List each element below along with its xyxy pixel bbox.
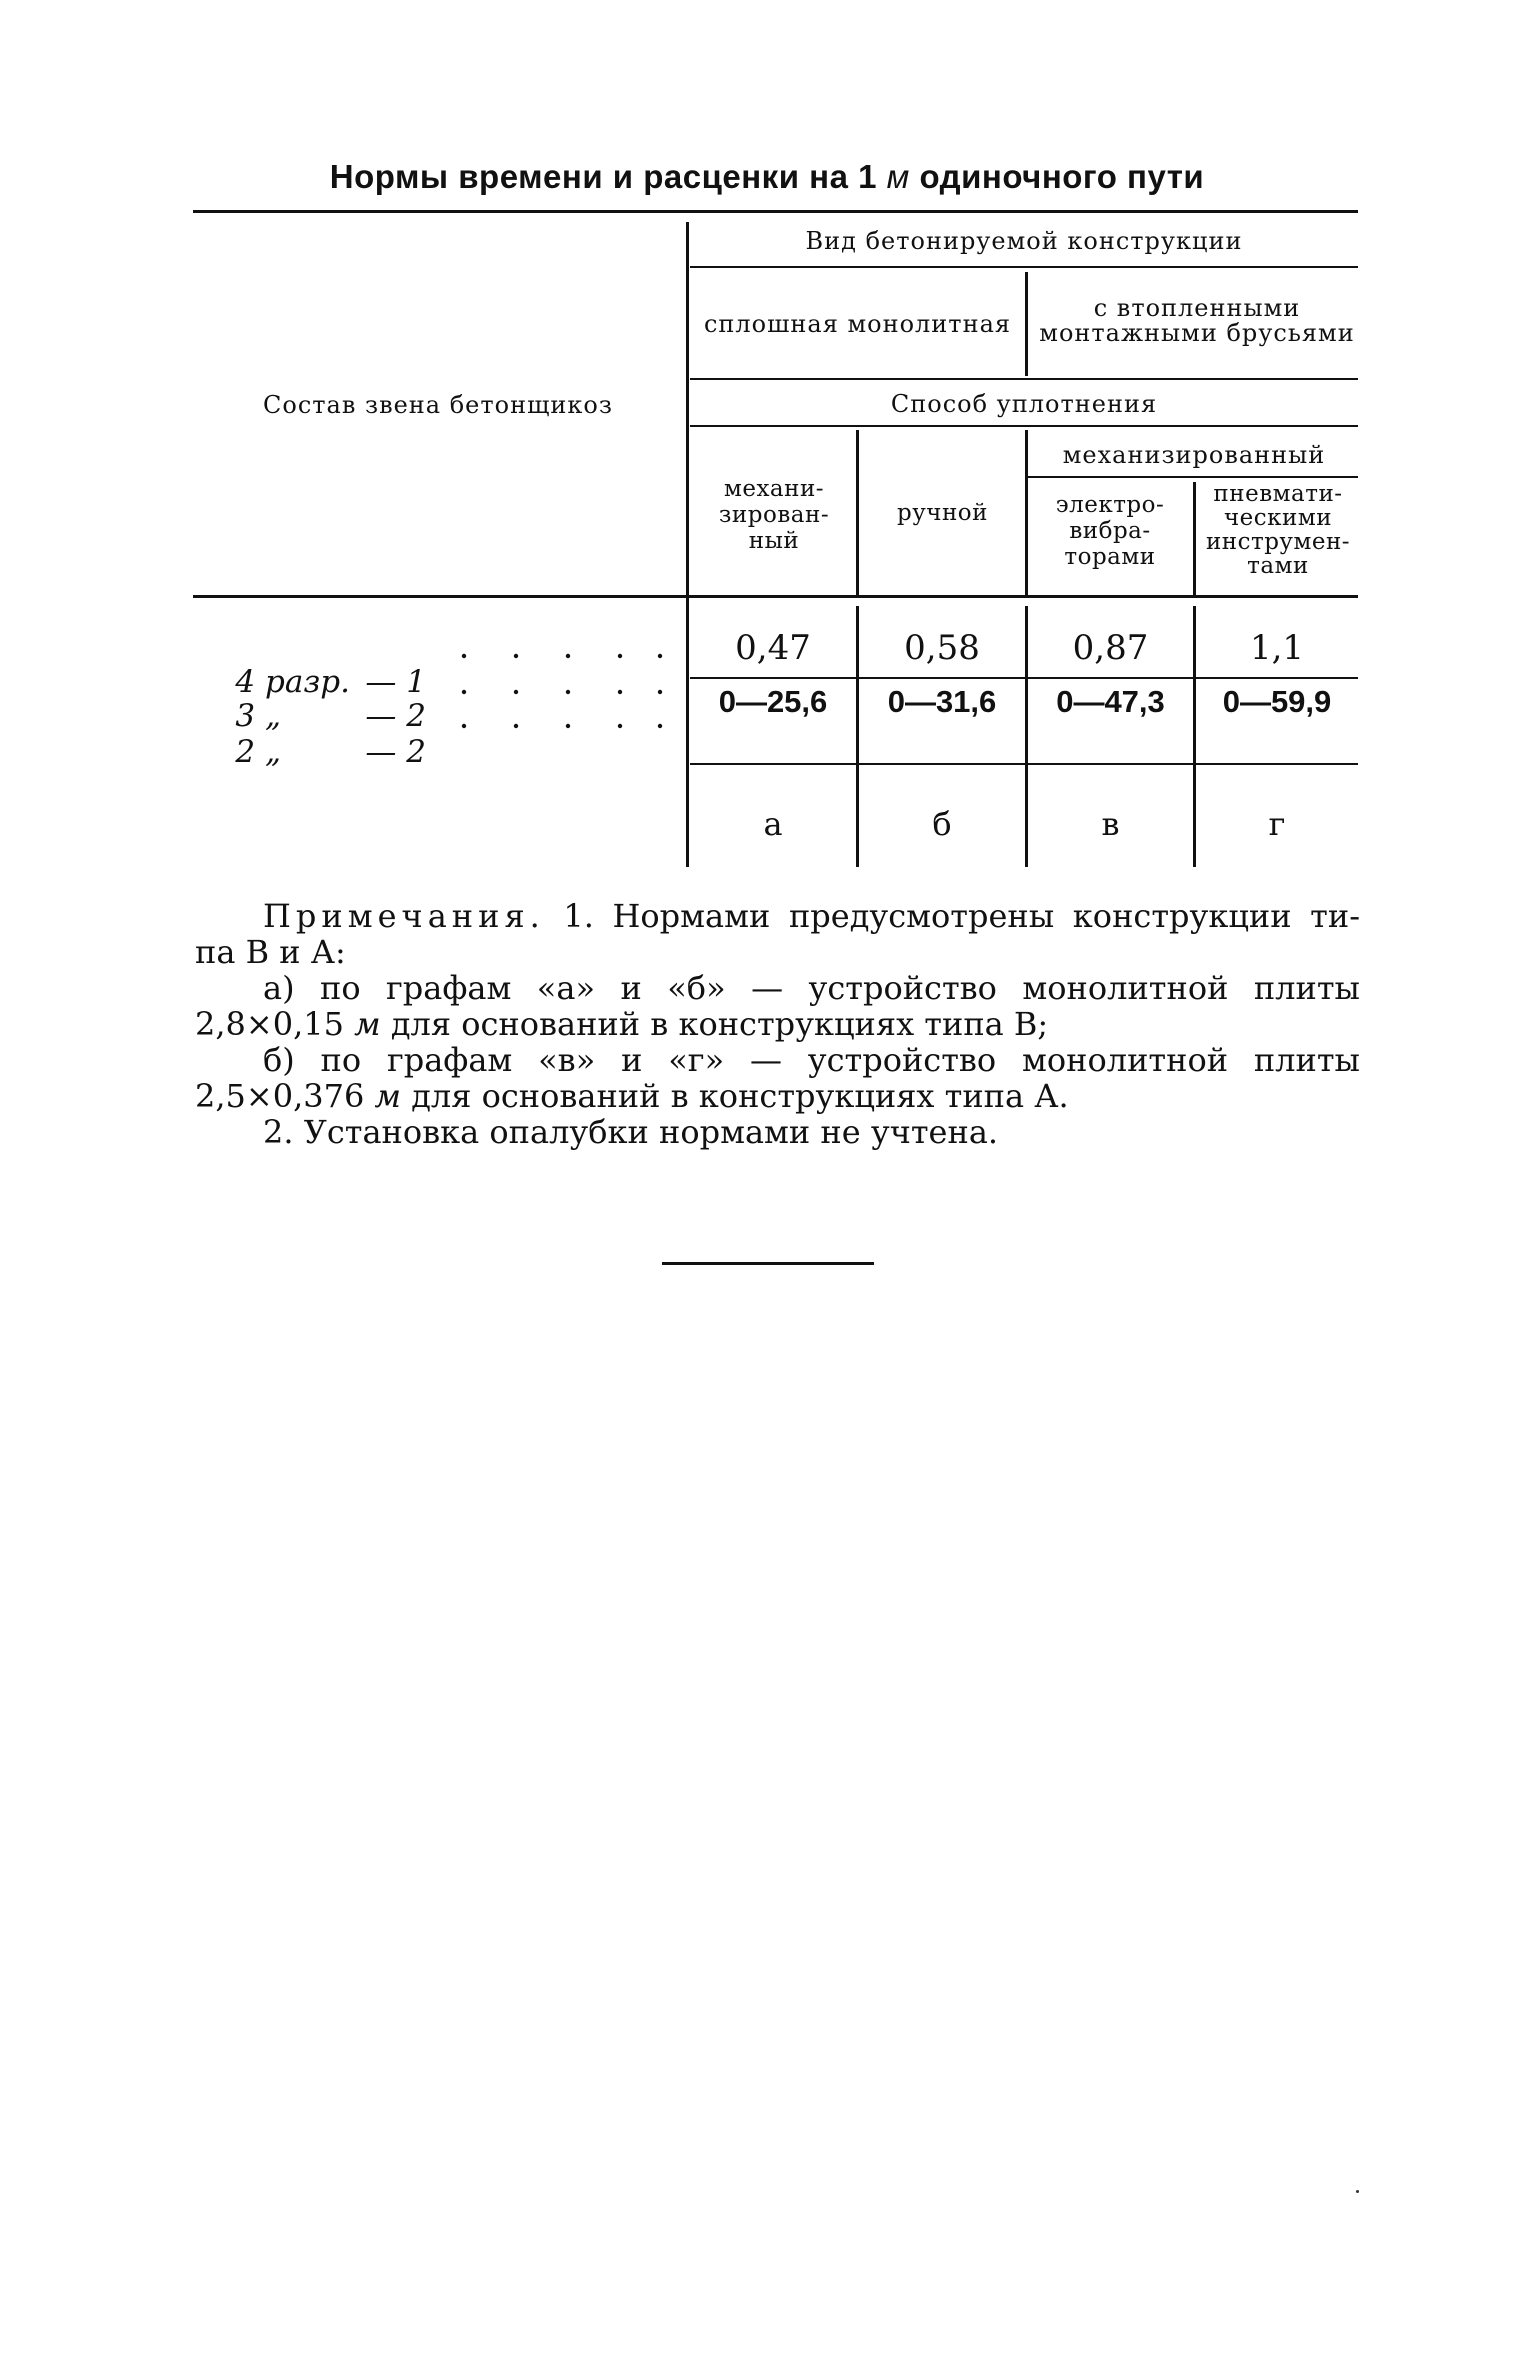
scan-speck — [1356, 2190, 1359, 2193]
column-header-vibrators-label: электро- вибра- торами — [1055, 492, 1165, 570]
rule-above-letters — [690, 763, 1358, 765]
construction-kinds-divider — [1025, 272, 1028, 376]
column-letter-v: в — [1101, 805, 1120, 843]
column-header-pneumatic-label: пневмати- ческими инструмен- тами — [1205, 481, 1351, 579]
price-a: 0—25,6 — [718, 684, 828, 719]
note-b-line-1: б) по графам «в» и «г» — устройство монолитной плиты — [263, 1041, 1360, 1079]
crew-column-divider — [686, 222, 689, 867]
crew-count: — 2 — [365, 698, 426, 734]
column-header-mechanized — [712, 476, 836, 554]
notes — [195, 898, 1360, 1150]
note-1-line-1 — [195, 898, 1360, 934]
rule-under-construction-kinds — [690, 378, 1358, 380]
time-norm-a: 0,47 — [735, 628, 811, 668]
note-2: 2. Установка опалубки нормами не учтена. — [263, 1113, 999, 1151]
column-header-mechanized-label: механи- зирован- ный — [718, 476, 830, 554]
note-b-line-2 — [195, 1078, 1360, 1114]
column-header-pneumatic — [1198, 482, 1358, 578]
mechanized-group-header: механизированный — [1062, 441, 1326, 469]
title-text: Нормы времени и расценки на 1 — [329, 158, 877, 195]
note-b-dimensions: 2,5×0,376 — [195, 1077, 365, 1115]
crew-row — [326, 706, 426, 799]
crew-grade: 2 „ — [235, 734, 282, 770]
header-bottom-rule — [193, 595, 1358, 598]
construction-type-solid — [690, 312, 1025, 336]
col-v-g-header-divider — [1193, 482, 1196, 595]
note-a-line-1: а) по графам «а» и «б» — устройство монолитной плиты — [263, 969, 1360, 1007]
crew-count: — 1 — [365, 664, 426, 700]
crew-header: Состав звена бетонщикоз — [263, 391, 613, 419]
table-top-rule — [193, 210, 1358, 213]
title-text-end: одиночного пути — [919, 158, 1205, 195]
construction-type-solid-label: сплошная монолитная — [703, 310, 1012, 338]
note-a-dimensions: 2,8×0,15 — [195, 1005, 344, 1043]
note-a-text: для оснований в конструкциях типа В; — [390, 1005, 1049, 1043]
crew-row — [196, 706, 281, 799]
title-unit: м — [886, 158, 910, 195]
note-a-line-2 — [195, 1006, 1360, 1042]
leader-dots-graphic — [460, 626, 670, 736]
note-b-text: для оснований в конструкциях типа А. — [411, 1077, 1069, 1115]
time-norm-v: 0,87 — [1072, 628, 1149, 668]
crew-grade: 4 разр. — [235, 664, 350, 700]
column-header-manual — [860, 502, 1025, 525]
time-norm-b: 0,58 — [904, 628, 980, 668]
construction-type-embedded-label: с втопленными монтажными брусьями — [1039, 294, 1355, 347]
column-header-manual-label: ручной — [897, 500, 988, 526]
rule-between-norm-and-price — [690, 677, 1358, 679]
column-header-vibrators — [1040, 492, 1180, 570]
col-a-b-header-divider — [856, 430, 859, 595]
crew-grade: 3 „ — [235, 698, 282, 734]
note-1-line-2: па В и А: — [195, 933, 346, 971]
col-b-v-header-divider — [1025, 430, 1028, 595]
crew-count: — 2 — [365, 734, 426, 770]
price-v: 0—47,3 — [1056, 684, 1165, 719]
column-letter-b: б — [932, 805, 952, 843]
rule-under-compaction-method — [690, 425, 1358, 427]
time-norm-g: 1,1 — [1249, 628, 1305, 668]
rule-under-construction-type — [690, 266, 1358, 268]
column-letter-g: г — [1268, 805, 1286, 843]
note-b-unit: м — [374, 1077, 402, 1115]
rule-under-mechanized — [1027, 476, 1358, 478]
construction-type-embedded — [1032, 296, 1362, 346]
notes-heading: Примечания. — [263, 897, 545, 935]
note-1-text: 1. Нормами предусмотрены конструкции ти- — [563, 897, 1361, 935]
note-a-unit: м — [354, 1005, 381, 1043]
leader-dots — [460, 626, 670, 736]
page-title — [0, 158, 1534, 196]
construction-type-header: Вид бетонируемой конструкции — [805, 227, 1243, 255]
price-g: 0—59,9 — [1222, 684, 1332, 719]
compaction-method-header: Способ уплотнения — [890, 390, 1158, 418]
column-letter-a: а — [763, 805, 783, 843]
section-end-rule — [662, 1262, 874, 1265]
price-b: 0—31,6 — [887, 684, 997, 719]
